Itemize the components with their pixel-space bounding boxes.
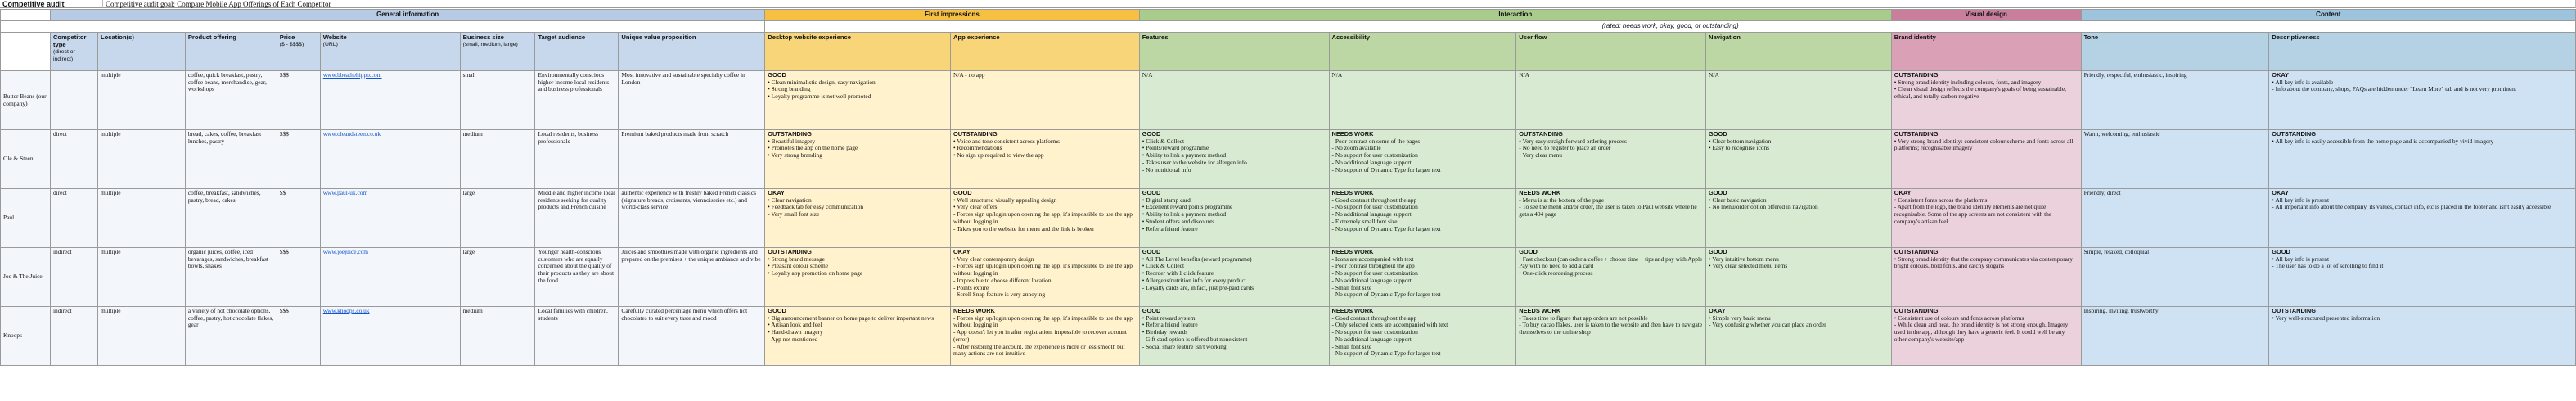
business-size-text: medium <box>462 307 483 314</box>
brand-identity-cell[interactable] <box>1891 71 2081 130</box>
price-text: $$ <box>279 189 286 196</box>
price-text: $$$ <box>279 248 289 255</box>
product-offering-cell[interactable] <box>185 71 277 130</box>
brand-identity-cell[interactable] <box>1891 248 2081 307</box>
locations-text: multiple <box>100 189 121 196</box>
business-size-text: medium <box>462 130 483 137</box>
business-size-text: small <box>462 71 476 79</box>
product-offering-cell[interactable] <box>185 307 277 366</box>
col-header-website-sub: (URL) <box>322 42 338 47</box>
features-cell[interactable] <box>1139 307 1329 366</box>
app-experience-text: • Voice and tone consistent across platforms • Recommendations • No sign up required to view the app <box>953 137 1060 160</box>
locations-cell[interactable] <box>97 71 185 130</box>
user-flow-cell[interactable] <box>1516 248 1706 307</box>
title-row <box>0 0 2576 9</box>
price-text: $$$ <box>279 130 289 137</box>
sheet-title[interactable]: Competitive audit <box>0 0 103 8</box>
app-experience-text: N/A - no app <box>953 71 985 79</box>
brand-identity-text: • Consistent fonts across the platforms - Apart from the logo, the brand identity elements are not quite recognisable. Some of the app screens are not consistent with the company's artisan feel <box>1894 196 2052 225</box>
price-text: $$$ <box>279 307 289 314</box>
competitor-name-text: Knoops <box>3 331 22 340</box>
descriptiveness-rating: OKAY <box>2272 71 2289 79</box>
table-body <box>1 71 2576 366</box>
competitor-type-cell[interactable] <box>50 307 97 366</box>
table-row <box>1 189 2576 248</box>
target-audience-text: Environmentally conscious higher income local residents and business professionals <box>538 71 610 93</box>
features-text: • All The Level benefits (reward programme) • Click & Collect • Reorder with 1 click feature • Allergens/nutrition info for every product - Loyalty cards are, in fact, just pre-paid cards <box>1142 255 1254 291</box>
competitor-type-text: indirect <box>52 248 72 255</box>
sheet-goal[interactable]: Competitive audit goal: Compare Mobile App Offerings of Each Competitor <box>103 0 2576 8</box>
features-rating: GOOD <box>1142 248 1161 255</box>
target-audience-text: Local families with children, students <box>538 307 608 322</box>
target-audience-text: Younger health-conscious customers who are equally concerned about the quality of their products as they are about the food <box>538 248 615 284</box>
uvp-cell[interactable] <box>619 248 765 307</box>
competitor-name-text: Ole & Steen <box>3 155 34 163</box>
target-audience-cell[interactable] <box>535 71 619 130</box>
col-header-website-label: Website <box>322 34 347 41</box>
brand-identity-rating: OUTSTANDING <box>1894 130 1939 137</box>
app-experience-cell[interactable] <box>951 248 1140 307</box>
business-size-text: large <box>462 248 475 255</box>
desktop-experience-text: • Clear navigation • Feedback tab for easy communication - Very small font size <box>768 196 864 219</box>
col-header-features[interactable]: Features <box>1139 33 1329 71</box>
col-header-accessibility[interactable]: Accessibility <box>1329 33 1516 71</box>
locations-cell[interactable] <box>97 248 185 307</box>
rating-note-row <box>1 21 2576 33</box>
locations-text: multiple <box>100 130 121 137</box>
competitor-name-text: Joe & The Juice <box>3 273 43 281</box>
table-row <box>1 71 2576 130</box>
section-visual-design[interactable]: Visual design <box>1891 10 2081 21</box>
tone-cell[interactable] <box>2081 71 2269 130</box>
col-header-price[interactable] <box>277 33 320 71</box>
navigation-cell[interactable] <box>1706 71 1892 130</box>
rating-note[interactable]: (rated: needs work, okay, good, or outstanding) <box>765 21 2576 33</box>
product-offering-cell[interactable] <box>185 248 277 307</box>
user-flow-text: • Very easy straightforward ordering process - No need to register to place an order • Very clear menu <box>1519 137 1627 160</box>
website-link-text: www.bbeathehippo.com <box>322 71 382 79</box>
user-flow-cell[interactable] <box>1516 307 1706 366</box>
tone-cell[interactable] <box>2081 189 2269 248</box>
column-header-row <box>1 33 2576 71</box>
user-flow-cell[interactable] <box>1516 71 1706 130</box>
competitor-type-cell[interactable] <box>50 248 97 307</box>
app-experience-cell[interactable] <box>951 307 1140 366</box>
features-text: • Digital stamp card • Excellent reward points programme • Ability to link a payment method • Student offers and discounts • Refer a friend feature <box>1142 196 1233 232</box>
navigation-cell[interactable] <box>1706 248 1892 307</box>
user-flow-text: • Fast checkout (can order a coffee + choose time + tips and pay with Apple Pay with no need to add a card • One-click reordering process <box>1519 255 1703 277</box>
accessibility-cell[interactable] <box>1329 130 1516 189</box>
table-row <box>1 307 2576 366</box>
col-header-product-offering[interactable]: Product offering <box>185 33 277 71</box>
tone-cell[interactable] <box>2081 307 2269 366</box>
features-cell[interactable] <box>1139 189 1329 248</box>
website-link-text: www.joejuice.com <box>322 248 369 255</box>
accessibility-text: N/A <box>1331 71 1343 79</box>
locations-cell[interactable] <box>97 307 185 366</box>
uvp-cell[interactable] <box>619 189 765 248</box>
website-link-text: www.knoops.co.uk <box>322 307 370 314</box>
features-text: • Point reward system • Refer a friend feature • Birthday rewards - Gift card option is offered but nonexistent - Social share feature isn't working <box>1142 313 1248 350</box>
app-experience-cell[interactable] <box>951 189 1140 248</box>
table-row <box>1 248 2576 307</box>
website-link-text: www.paul-uk.com <box>322 189 368 196</box>
audit-table <box>0 9 2576 366</box>
business-size-cell[interactable] <box>460 189 535 248</box>
uvp-text: Premium baked products made from scratch <box>621 130 729 137</box>
price-cell[interactable] <box>277 130 320 189</box>
desktop-experience-text: • Clean minimalistic design, easy navigation • Strong branding • Loyalty programme is not well promoted <box>768 78 876 101</box>
col-header-app[interactable]: App experience <box>951 33 1140 71</box>
product-offering-cell[interactable] <box>185 130 277 189</box>
accessibility-cell[interactable] <box>1329 71 1516 130</box>
app-experience-rating: OKAY <box>953 248 971 255</box>
user-flow-cell[interactable] <box>1516 130 1706 189</box>
col-header-business-size-label: Business size <box>462 34 504 41</box>
descriptiveness-cell[interactable] <box>2269 248 2576 307</box>
col-header-descriptiveness[interactable]: Descriptiveness <box>2269 33 2576 71</box>
uvp-text: authentic experience with freshly baked French classics (signature breads, croissants, viennoiseries etc.) and world-class service <box>621 189 757 211</box>
desktop-experience-rating: OUTSTANDING <box>768 248 812 255</box>
business-size-cell[interactable] <box>460 248 535 307</box>
section-content[interactable]: Content <box>2081 10 2575 21</box>
business-size-text: large <box>462 189 475 196</box>
col-header-website[interactable] <box>320 33 460 71</box>
target-audience-cell[interactable] <box>535 189 619 248</box>
desktop-experience-rating: GOOD <box>768 71 786 79</box>
app-experience-rating: NEEDS WORK <box>953 307 995 314</box>
descriptiveness-rating: OUTSTANDING <box>2272 307 2316 314</box>
col-header-user-flow[interactable]: User flow <box>1516 33 1706 71</box>
user-flow-rating: NEEDS WORK <box>1519 189 1561 196</box>
accessibility-rating: NEEDS WORK <box>1331 307 1374 314</box>
navigation-cell[interactable] <box>1706 130 1892 189</box>
user-flow-cell[interactable] <box>1516 189 1706 248</box>
descriptiveness-text: • All key info is present - All important info about the company, its values, contact info, etc is placed in the footer and isn't easily accessible <box>2272 196 2551 211</box>
desktop-experience-rating: GOOD <box>768 307 786 314</box>
descriptiveness-rating: GOOD <box>2272 248 2290 255</box>
user-flow-text: - Menu is at the bottom of the page - To see the menu and/or order, the user is taken to Paul website where he gets a 404 page <box>1519 196 1697 219</box>
locations-text: multiple <box>100 307 121 314</box>
target-audience-text: Middle and higher income local residents seeking for quality products and French cuisine <box>538 189 615 211</box>
competitor-name-cell[interactable] <box>1 130 51 189</box>
section-interaction[interactable]: Interaction <box>1139 10 1891 21</box>
features-cell[interactable] <box>1139 71 1329 130</box>
col-header-tone[interactable]: Tone <box>2081 33 2269 71</box>
col-header-business-size[interactable] <box>460 33 535 71</box>
brand-identity-cell[interactable] <box>1891 307 2081 366</box>
desktop-experience-cell[interactable] <box>765 248 951 307</box>
app-experience-cell[interactable] <box>951 71 1140 130</box>
navigation-cell[interactable] <box>1706 189 1892 248</box>
col-header-price-sub: ($ - $$$$) <box>279 42 304 47</box>
brand-identity-rating: OUTSTANDING <box>1894 307 1939 314</box>
navigation-text: • Very intuitive bottom menu • Very clear selected menu items <box>1709 255 1788 270</box>
price-text: $$$ <box>279 71 289 79</box>
desktop-experience-text: • Big announcement banner on home page to deliver important news • Artisan look and feel • Hand-drawn imagery - App not mentioned <box>768 313 934 343</box>
accessibility-text: - Icons are accompanied with text - Poor contrast throughout the app - No support for user customization - No additional language support - Small font size - No support of Dynamic Type for larger text <box>1331 255 1441 299</box>
competitor-type-text: direct <box>52 189 67 196</box>
app-experience-text: • Very clear contemporary design - Forces sign up/login upon opening the app, it's impossible to use the app without logging in - Impossible to choose different location - Points expire - Scroll Snap feature is very annoying <box>953 255 1133 299</box>
blank-header <box>1 10 51 21</box>
accessibility-rating: NEEDS WORK <box>1331 130 1374 137</box>
col-header-target-audience[interactable]: Target audience <box>535 33 619 71</box>
accessibility-text: - Good contrast throughout the app - Only selected icons are accompanied with text - No support for user customization - No additional language support - Small font size - No support of Dynamic Type for larger text <box>1331 313 1448 358</box>
blank-note <box>1 21 765 33</box>
app-experience-rating: OUTSTANDING <box>953 130 998 137</box>
navigation-rating: GOOD <box>1709 130 1727 137</box>
locations-cell[interactable] <box>97 130 185 189</box>
desktop-experience-cell[interactable] <box>765 130 951 189</box>
tone-cell[interactable] <box>2081 130 2269 189</box>
navigation-rating: OKAY <box>1709 307 1726 314</box>
competitor-name-cell[interactable] <box>1 307 51 366</box>
accessibility-rating: NEEDS WORK <box>1331 189 1374 196</box>
target-audience-cell[interactable] <box>535 307 619 366</box>
website-link-cell[interactable] <box>320 248 460 307</box>
user-flow-rating: OUTSTANDING <box>1519 130 1563 137</box>
app-experience-text: - Forces sign up/login upon opening the app, it's impossible to use the app without logging in - App doesn't let you in after registration, impossible to recover account (error) - After restoring the account, the experience is more or less smooth but many actions are not intuitive <box>953 313 1133 358</box>
section-first-impressions[interactable]: First impressions <box>765 10 1140 21</box>
app-experience-text: • Well structured visually appealing design • Very clear offers - Forces sign up/login upon opening the app, it's impossible to use the app without logging in - Takes you to the website for menu and the link is broken <box>953 196 1133 232</box>
desktop-experience-cell[interactable] <box>765 189 951 248</box>
desktop-experience-cell[interactable] <box>765 71 951 130</box>
col-header-navigation[interactable]: Navigation <box>1706 33 1892 71</box>
business-size-cell[interactable] <box>460 71 535 130</box>
brand-identity-text: • Very strong brand identity: consistent colour scheme and fonts across all platforms; recognisable imagery <box>1894 137 2074 152</box>
competitor-type-cell[interactable] <box>50 130 97 189</box>
accessibility-text: - Good contrast throughout the app - No support for user customization - No additional language support - Extremely small font size - No support of Dynamic Type for larger text <box>1331 196 1441 232</box>
features-rating: GOOD <box>1142 307 1161 314</box>
product-offering-text: coffee, breakfast, sandwiches, pastry, bread, cakes <box>187 189 261 204</box>
features-cell[interactable] <box>1139 130 1329 189</box>
website-link-cell[interactable] <box>320 307 460 366</box>
desktop-experience-cell[interactable] <box>765 307 951 366</box>
desktop-experience-text: • Strong brand message • Pleasant colour scheme • Loyalty app promotion on home page <box>768 255 863 277</box>
descriptiveness-text: • Very well-structured presented information <box>2272 313 2380 322</box>
price-cell[interactable] <box>277 71 320 130</box>
navigation-rating: GOOD <box>1709 248 1727 255</box>
descriptiveness-text: • All key info is present - The user has to do a lot of scrolling to find it <box>2272 255 2384 270</box>
brand-identity-rating: OUTSTANDING <box>1894 71 1939 79</box>
brand-identity-rating: OKAY <box>1894 189 1912 196</box>
navigation-cell[interactable] <box>1706 307 1892 366</box>
business-size-cell[interactable] <box>460 307 535 366</box>
brand-identity-cell[interactable] <box>1891 130 2081 189</box>
competitor-name-text: Butter Beans (our company) <box>3 92 47 107</box>
brand-identity-cell[interactable] <box>1891 189 2081 248</box>
col-header-business-size-sub: (small, medium, large) <box>462 42 518 47</box>
tone-cell[interactable] <box>2081 248 2269 307</box>
website-link-cell[interactable] <box>320 189 460 248</box>
col-header-competitor-type[interactable] <box>50 33 97 71</box>
user-flow-text: - Takes time to figure that app orders are not possible - To buy cacao flakes, user is taken to the website and then have to navigate themselves to the online shop <box>1519 313 1703 336</box>
navigation-text: • Simple very basic menu - Very confusing whether you can place an order <box>1709 313 1826 329</box>
product-offering-text: coffee, quick breakfast, pastry, coffee beans, merchandise, gear, workshops <box>187 71 267 93</box>
competitor-name-cell[interactable] <box>1 71 51 130</box>
section-header-row <box>1 10 2576 21</box>
table-row <box>1 130 2576 189</box>
locations-text: multiple <box>100 248 121 255</box>
features-rating: GOOD <box>1142 130 1161 137</box>
uvp-text: Most innovative and sustainable specialty coffee in London <box>621 71 745 86</box>
navigation-text: • Clear basic navigation - No menu/order option offered in navigation <box>1709 196 1818 211</box>
website-link-cell[interactable] <box>320 71 460 130</box>
brand-identity-text: • Strong brand identity including colours, fonts, and imagery • Clean visual design reflects the company's goals of being sustainable, ethical, and totally carbon negative <box>1894 78 2066 101</box>
col-header-locations[interactable]: Location(s) <box>97 33 185 71</box>
descriptiveness-text: • All key info is easily accessible from the home page and is accompanied by vivid imagery <box>2272 137 2494 145</box>
product-offering-cell[interactable] <box>185 189 277 248</box>
section-general[interactable]: General information <box>50 10 764 21</box>
competitor-type-text: direct <box>52 130 67 137</box>
price-cell[interactable] <box>277 189 320 248</box>
uvp-text: Carefully curated percentage menu which offers hot chocolates to suit every taste and mood <box>621 307 748 322</box>
uvp-cell[interactable] <box>619 307 765 366</box>
descriptiveness-rating: OKAY <box>2272 189 2289 196</box>
desktop-experience-rating: OKAY <box>768 189 785 196</box>
col-header-competitor[interactable] <box>1 33 51 71</box>
uvp-text: Juices and smoothies made with organic ingredients and prepared on the premises + the unique ambiance and vibe <box>621 248 761 263</box>
product-offering-text: organic juices, coffee, iced bevarages, sandwiches, breakfast bowls, shakes <box>187 248 268 270</box>
competitor-name-text: Paul <box>3 214 15 222</box>
business-size-cell[interactable] <box>460 130 535 189</box>
descriptiveness-cell[interactable] <box>2269 307 2576 366</box>
brand-identity-rating: OUTSTANDING <box>1894 248 1939 255</box>
locations-cell[interactable] <box>97 189 185 248</box>
col-header-desktop[interactable]: Desktop website experience <box>765 33 951 71</box>
tone-text: Friendly, respectful, enthusiastic, inspiring <box>2083 71 2187 79</box>
price-cell[interactable] <box>277 248 320 307</box>
app-experience-cell[interactable] <box>951 130 1140 189</box>
accessibility-cell[interactable] <box>1329 307 1516 366</box>
target-audience-cell[interactable] <box>535 130 619 189</box>
features-cell[interactable] <box>1139 248 1329 307</box>
tone-text: Friendly, direct <box>2083 189 2121 196</box>
features-rating: GOOD <box>1142 189 1161 196</box>
descriptiveness-text: • All key info is available - Info about the company, shops, FAQs are hidden under "Learn More" tab and is not very prominent <box>2272 78 2517 93</box>
col-header-brand-identity[interactable]: Brand identity <box>1891 33 2081 71</box>
price-cell[interactable] <box>277 307 320 366</box>
col-header-uvp[interactable]: Unique value proposition <box>619 33 765 71</box>
descriptiveness-cell[interactable] <box>2269 71 2576 130</box>
brand-identity-text: • Strong brand identity that the company communicates via contemporary bright colours, bold fonts, and catchy slogans <box>1894 255 2074 270</box>
navigation-text: • Clear bottom navigation • Easy to recognise icons <box>1709 137 1772 152</box>
uvp-cell[interactable] <box>619 71 765 130</box>
user-flow-text: N/A <box>1519 71 1530 79</box>
desktop-experience-rating: OUTSTANDING <box>768 130 812 137</box>
tone-text: Simple, relaxed, colloquial <box>2083 248 2150 255</box>
descriptiveness-cell[interactable] <box>2269 189 2576 248</box>
col-header-competitor-type-label: Competitor type <box>52 34 87 48</box>
col-header-price-label: Price <box>279 34 295 41</box>
product-offering-text: bread, cakes, coffee, breakfast lunches, pastry <box>187 130 262 145</box>
competitor-type-text: indirect <box>52 307 72 314</box>
target-audience-text: Local residents, business professionals <box>538 130 599 145</box>
target-audience-cell[interactable] <box>535 248 619 307</box>
uvp-cell[interactable] <box>619 130 765 189</box>
product-offering-text: a variety of hot chocolate options, coffee, pastry, hot chocolate flakes, gear <box>187 307 274 329</box>
accessibility-text: - Poor contrast on some of the pages - No zoom available - No support for user customization - No additional language support - No support of Dynamic Type for larger text <box>1331 137 1441 173</box>
features-text: N/A <box>1142 71 1153 79</box>
accessibility-cell[interactable] <box>1329 189 1516 248</box>
app-experience-rating: GOOD <box>953 189 972 196</box>
col-header-competitor-type-sub: (direct or indirect) <box>52 49 75 62</box>
locations-text: multiple <box>100 71 121 79</box>
accessibility-rating: NEEDS WORK <box>1331 248 1374 255</box>
competitor-name-cell[interactable] <box>1 189 51 248</box>
features-text: • Click & Collect • Points/reward programme • Ability to link a payment method - Takes user to the website for allergen info - No nutritional info <box>1142 137 1247 173</box>
navigation-rating: GOOD <box>1709 189 1727 196</box>
competitor-name-cell[interactable] <box>1 248 51 307</box>
tone-text: Inspiring, inviting, trustworthy <box>2083 307 2159 314</box>
user-flow-rating: NEEDS WORK <box>1519 307 1561 314</box>
descriptiveness-cell[interactable] <box>2269 130 2576 189</box>
user-flow-rating: GOOD <box>1519 248 1538 255</box>
website-link-cell[interactable] <box>320 130 460 189</box>
desktop-experience-text: • Beautiful imagery • Promotes the app on the home page • Very strong branding <box>768 137 858 160</box>
accessibility-cell[interactable] <box>1329 248 1516 307</box>
competitor-type-cell[interactable] <box>50 71 97 130</box>
navigation-text: N/A <box>1709 71 1719 79</box>
competitor-type-cell[interactable] <box>50 189 97 248</box>
tone-text: Warm, welcoming, enthusiastic <box>2083 130 2160 137</box>
descriptiveness-rating: OUTSTANDING <box>2272 130 2316 137</box>
brand-identity-text: • Consistent use of colours and fonts across platforms - While clean and neat, the brand identity is not strong enough. Imagery used in the app, although they have a generic feel. It could well be any other company's website/app <box>1894 313 2069 343</box>
website-link-text: www.oleandsteen.co.uk <box>322 130 381 137</box>
